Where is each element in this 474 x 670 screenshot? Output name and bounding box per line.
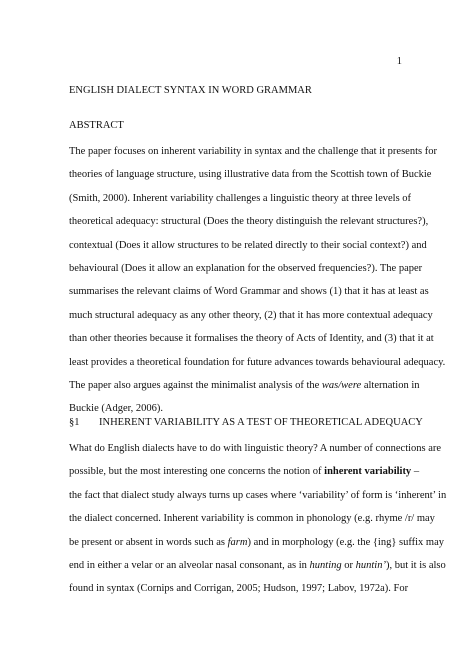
body-line: found in syntax (Cornips and Corrigan, 2005; Hudson, 1997; Labov, 1972a). For — [69, 583, 409, 595]
bold-term: inherent variability — [324, 466, 412, 478]
abstract-line: than other theories because it formalises the theory of Acts of Identity, and (3) that it at — [69, 333, 434, 345]
section-number: §1 — [69, 417, 80, 428]
section-heading — [69, 418, 423, 429]
abstract-line: contextual (Does it allow structures to be related directly to their social context?) and — [69, 239, 427, 251]
italic-term: hunting — [309, 560, 342, 572]
text-run: possible, but the most interesting one concerns the notion of — [69, 466, 325, 478]
section-title: INHERENT VARIABILITY AS A TEST OF THEORETICAL ADEQUACY — [99, 417, 423, 428]
body-line — [69, 460, 420, 483]
abstract-line — [69, 374, 420, 397]
italic-term: was/were — [321, 380, 362, 392]
section-paragraph — [69, 437, 447, 601]
abstract-line: least provides a theoretical foundation for future advances towards behavioural adequacy. — [69, 356, 446, 368]
abstract-line: summarises the relevant claims of Word Grammar and shows (1) that it has at least as — [69, 286, 429, 298]
italic-term: huntin’ — [355, 560, 386, 572]
text-run: be present or absent in words such as — [69, 536, 228, 548]
body-line: the dialect concerned. Inherent variability is common in phonology (e.g. rhyme /r/ may — [69, 513, 435, 525]
abstract-heading: ABSTRACT — [69, 120, 124, 131]
text-run: end in either a velar or an alveolar nasal consonant, as in — [69, 560, 310, 572]
abstract-line: Buckie (Adger, 2006). — [69, 403, 164, 415]
paper-title: ENGLISH DIALECT SYNTAX IN WORD GRAMMAR — [69, 85, 312, 96]
abstract-line: much structural adequacy as any other theory, (2) that it has more contextual adequacy — [69, 309, 433, 321]
text-run: – — [411, 466, 420, 478]
abstract-line: The paper focuses on inherent variability in syntax and the challenge that it presents for — [69, 146, 437, 157]
text-run: The paper also argues against the minimalist analysis of the — [69, 380, 322, 392]
text-run: ) and in morphology (e.g. the {ing} suffix may — [247, 536, 445, 548]
body-line — [69, 531, 445, 554]
text-run: ), but it is also — [385, 560, 446, 572]
body-line: What do English dialects have to do with linguistic theory? A number of connections are — [69, 443, 442, 454]
abstract-line: (Smith, 2000). Inherent variability challenges a linguistic theory at three levels of — [69, 192, 412, 204]
italic-term: farm — [227, 536, 248, 548]
body-line: the fact that dialect study always turns up cases where ‘variability’ of form is ‘inherent’ in — [69, 489, 447, 501]
text-run: alternation in — [361, 380, 420, 392]
body-line — [69, 554, 446, 577]
page-number: 1 — [396, 56, 402, 67]
abstract-line: behavioural (Does it allow an explanation for the observed frequencies?). The paper — [69, 263, 423, 275]
abstract-line: theoretical adequacy: structural (Does the theory distinguish the relevant structures?), — [69, 216, 429, 228]
text-run: or — [341, 560, 356, 572]
abstract-paragraph — [69, 140, 446, 421]
abstract-line: theories of language structure, using illustrative data from the Scottish town of Buckie — [69, 169, 432, 181]
